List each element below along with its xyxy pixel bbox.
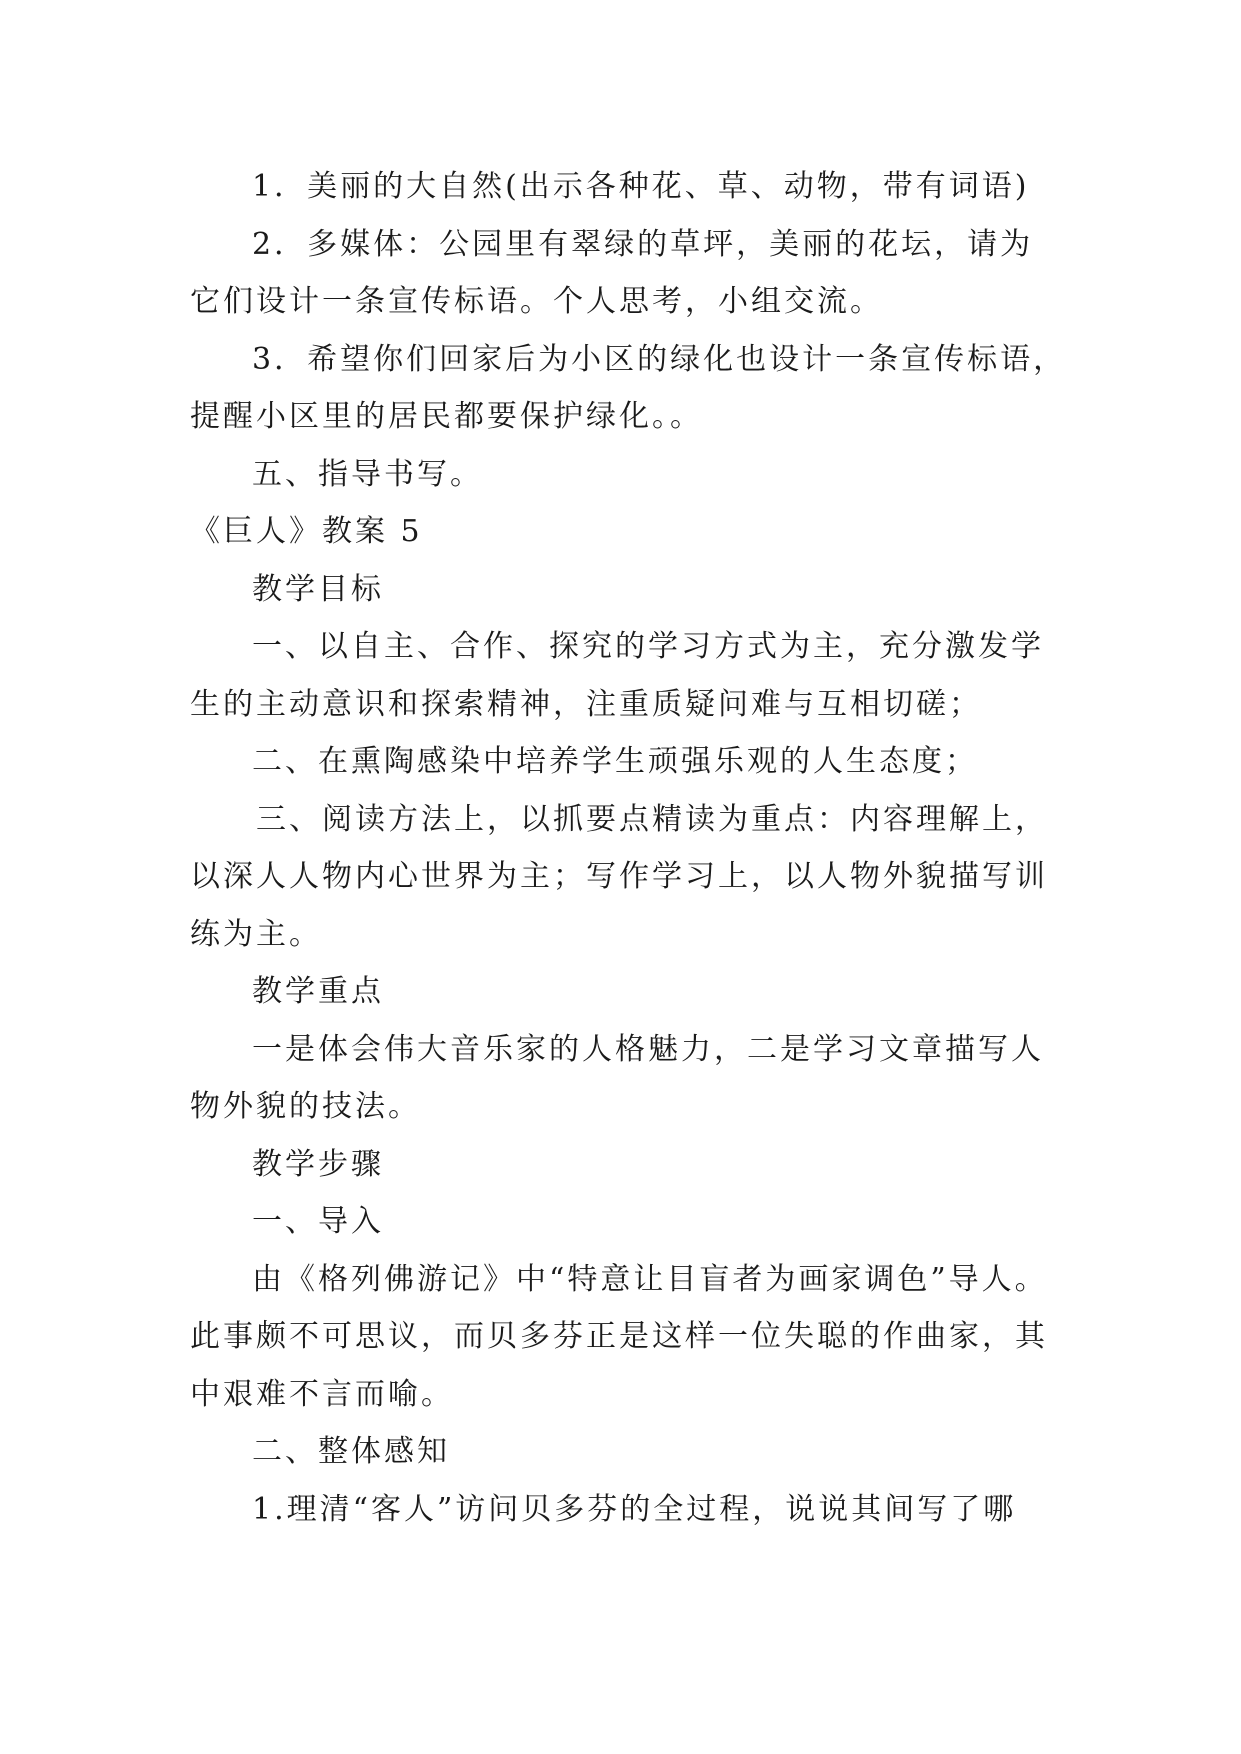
text-line: 一是体会伟大音乐家的人格魅力，二是学习文章描写人 [252,1031,1044,1067]
section-title: 《巨人》教案 5 [190,514,423,549]
text-line: 中艰难不言而喻。 [190,1376,454,1412]
text-line: 一、导入 [252,1204,384,1239]
heading-teaching-focus: 教学重点 [252,974,384,1009]
text-line: 1．美丽的大自然(出示各种花、草、动物，带有词语) [252,169,1030,204]
text-line: 1.理清“客人”访问贝多芬的全过程，说说其间写了哪 [252,1491,1017,1527]
text-line: 此事颇不可思议，而贝多芬正是这样一位失聪的作曲家，其 [190,1319,1048,1354]
document-body [190,158,1067,1538]
text-line: 三、阅读方法上，以抓要点精读为重点：内容理解上， [256,801,1048,837]
text-line: 五、指导书写。 [252,456,483,492]
text-line: 2．多媒体：公园里有翠绿的草坪，美丽的花坛，请为 [252,226,1034,262]
text-line: 以深人人物内心世界为主；写作学习上，以人物外貌描写训 [190,859,1048,894]
text-line: 生的主动意识和探索精神，注重质疑问难与互相切磋； [190,686,982,722]
text-line: 它们设计一条宣传标语。个人思考，小组交流。 [190,284,883,319]
text-line: 练为主。 [190,916,322,952]
heading-teaching-steps: 教学步骤 [252,1146,384,1182]
text-line: 提醒小区里的居民都要保护绿化。。 [190,399,703,434]
text-line: 二、在熏陶感染中培养学生顽强乐观的人生态度； [252,744,978,779]
text-line: 一、以自主、合作、探究的学习方式为主，充分激发学 [252,629,1044,664]
text-line: 物外貌的技法。 [190,1089,421,1124]
text-line: 由《格列佛游记》中“特意让目盲者为画家调色”导人。 [252,1261,1048,1297]
text-line: 二、整体感知 [252,1434,450,1469]
heading-teaching-goals: 教学目标 [252,571,384,607]
text-line: 3．希望你们回家后为小区的绿化也设计一条宣传标语， [252,341,1067,377]
